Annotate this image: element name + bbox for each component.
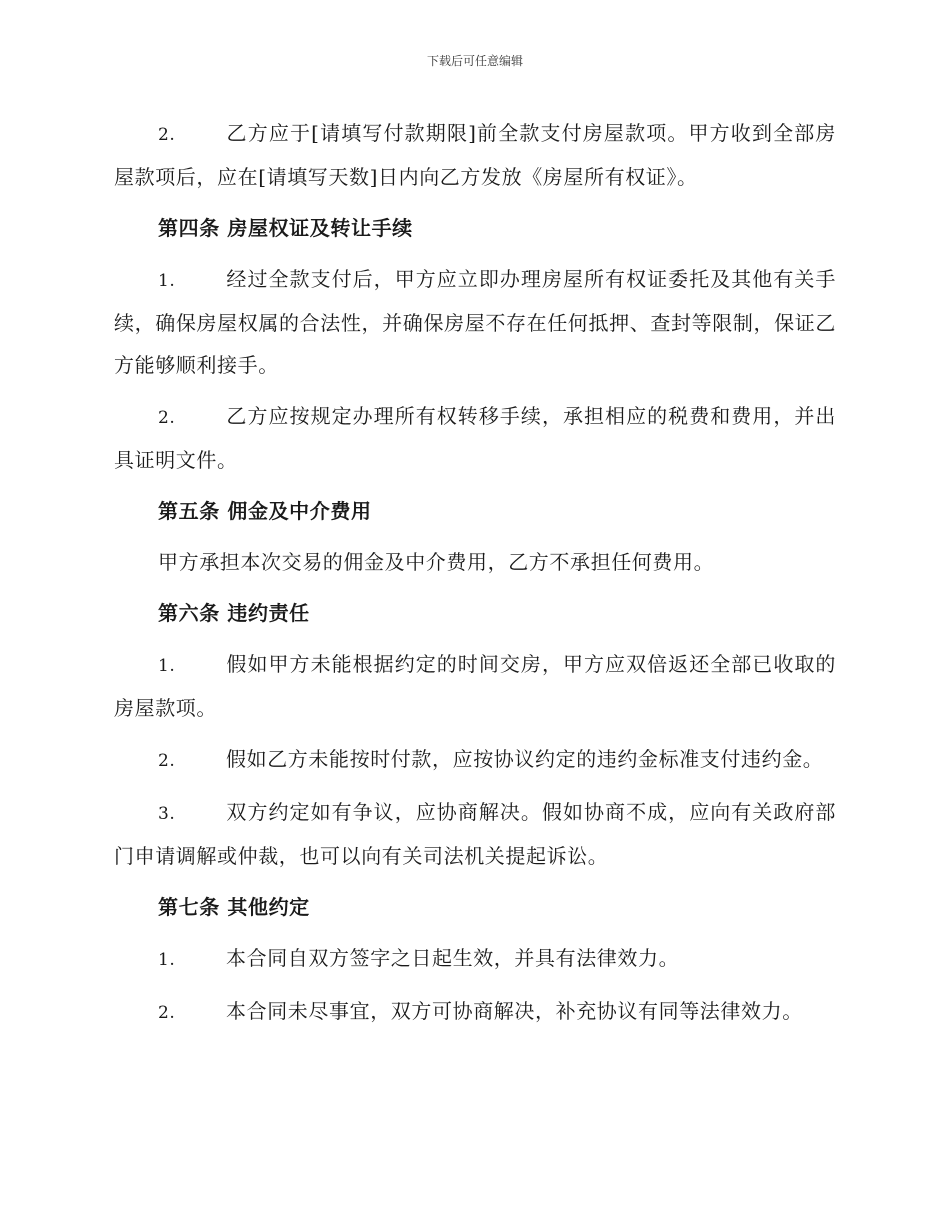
clause-number: 3.	[158, 804, 176, 824]
clause-number: 2.	[158, 751, 176, 771]
clause-item	[114, 990, 836, 1034]
clause-item	[114, 643, 836, 729]
section-heading: 第六条 违约责任	[158, 601, 310, 625]
clause-item	[114, 791, 836, 877]
clause-number: 2.	[158, 1003, 176, 1023]
page-header-note: 下载后可任意编辑	[426, 54, 523, 68]
clause-number: 2.	[158, 408, 176, 428]
section-heading: 第七条 其他约定	[158, 895, 310, 919]
clause-text: 假如乙方未能按时付款，应按协议约定的违约金标准支付违约金。	[226, 747, 824, 771]
section-heading: 第五条 佣金及中介费用	[158, 499, 372, 523]
clause-item	[114, 395, 836, 481]
clause-text: 本合同未尽事宜，双方可协商解决，补充协议有同等法律效力。	[226, 999, 803, 1023]
clause-text: 假如甲方未能根据约定的时间交房，甲方应双倍返还全部已收取的房屋款项。	[114, 652, 836, 720]
clause-item	[114, 258, 836, 386]
clause-text: 双方约定如有争议，应协商解决。假如协商不成，应向有关政府部门申请调解或仲裁，也可以向有关司法机关提起诉讼。	[114, 800, 836, 868]
section-paragraph: 甲方承担本次交易的佣金及中介费用，乙方不承担任何费用。	[158, 550, 715, 574]
clause-text: 乙方应于[请填写付款期限]前全款支付房屋款项。甲方收到全部房屋款项后，应在[请填写天数]日内向乙方发放《房屋所有权证》。	[114, 121, 836, 189]
clause-number: 1.	[158, 656, 176, 676]
document-body	[114, 112, 836, 1043]
clause-number: 1.	[158, 271, 176, 291]
clause-item	[114, 112, 836, 198]
clause-text: 本合同自双方签字之日起生效，并具有法律效力。	[226, 946, 680, 970]
clause-number: 1.	[158, 950, 176, 970]
section-heading: 第四条 房屋权证及转让手续	[158, 216, 413, 240]
clause-text: 经过全款支付后，甲方应立即办理房屋所有权证委托及其他有关手续，确保房屋权属的合法性，并确保房屋不存在任何抵押、查封等限制，保证乙方能够顺利接手。	[114, 267, 836, 377]
clause-text: 乙方应按规定办理所有权转移手续，承担相应的税费和费用，并出具证明文件。	[114, 404, 836, 472]
clause-item	[114, 738, 836, 782]
clause-number: 2.	[158, 125, 176, 145]
clause-item	[114, 937, 836, 981]
